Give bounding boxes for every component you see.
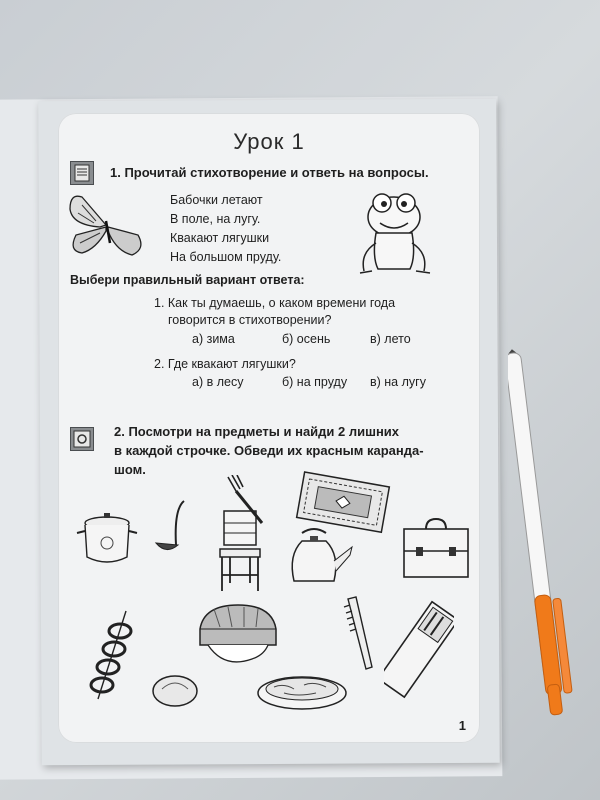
poem-line: Бабочки летают bbox=[170, 193, 263, 207]
bread-picture bbox=[194, 599, 282, 673]
workbook-page bbox=[58, 113, 480, 743]
answer-option[interactable]: б) осень bbox=[282, 332, 331, 346]
question-2: 2. Где квакают лягушки? bbox=[154, 357, 296, 371]
butterfly-picture bbox=[66, 191, 148, 263]
answer-option[interactable]: в) лето bbox=[370, 332, 411, 346]
pie-picture bbox=[254, 669, 350, 715]
page-number: 1 bbox=[458, 718, 466, 733]
page-title: Урок 1 bbox=[233, 129, 305, 154]
fork-picture bbox=[224, 475, 266, 527]
poem-line: На большом пруду. bbox=[170, 250, 282, 264]
answer-option[interactable]: а) зима bbox=[192, 332, 235, 346]
pot-picture bbox=[76, 511, 138, 567]
briefcase-picture bbox=[400, 517, 472, 581]
answer-option[interactable]: а) в лесу bbox=[192, 375, 244, 389]
comb-picture bbox=[342, 593, 382, 673]
question-1: 1. Как ты думаешь, о каком времени года bbox=[154, 296, 396, 310]
bun-picture bbox=[150, 669, 200, 709]
rug-picture bbox=[290, 469, 394, 535]
pencil-case-picture bbox=[384, 595, 454, 705]
eye-icon bbox=[70, 427, 94, 451]
frog-picture bbox=[354, 187, 434, 277]
task2-line: 2. Посмотри на предметы и найди 2 лишних bbox=[114, 424, 400, 439]
pen-picture bbox=[508, 345, 576, 745]
poem-line: В поле, на лугу. bbox=[170, 212, 261, 226]
poem bbox=[170, 191, 281, 267]
book-icon bbox=[70, 161, 94, 185]
question-1-cont: говорится в стихотворении? bbox=[168, 313, 332, 327]
task2-line: шом. bbox=[114, 462, 146, 477]
task1-heading: 1. Прочитай стихотворение и ответь на вопросы. bbox=[110, 165, 429, 180]
poem-line: Квакают лягушки bbox=[170, 231, 270, 245]
ladle-picture bbox=[150, 499, 194, 559]
bagels-picture bbox=[86, 607, 134, 703]
task2-line: в каждой строчке. Обведи их красным каранда- bbox=[114, 443, 424, 458]
choose-heading: Выбери правильный вариант ответа: bbox=[70, 273, 305, 287]
answer-option[interactable]: в) на лугу bbox=[370, 375, 426, 389]
answer-option[interactable]: б) на пруду bbox=[282, 375, 348, 389]
